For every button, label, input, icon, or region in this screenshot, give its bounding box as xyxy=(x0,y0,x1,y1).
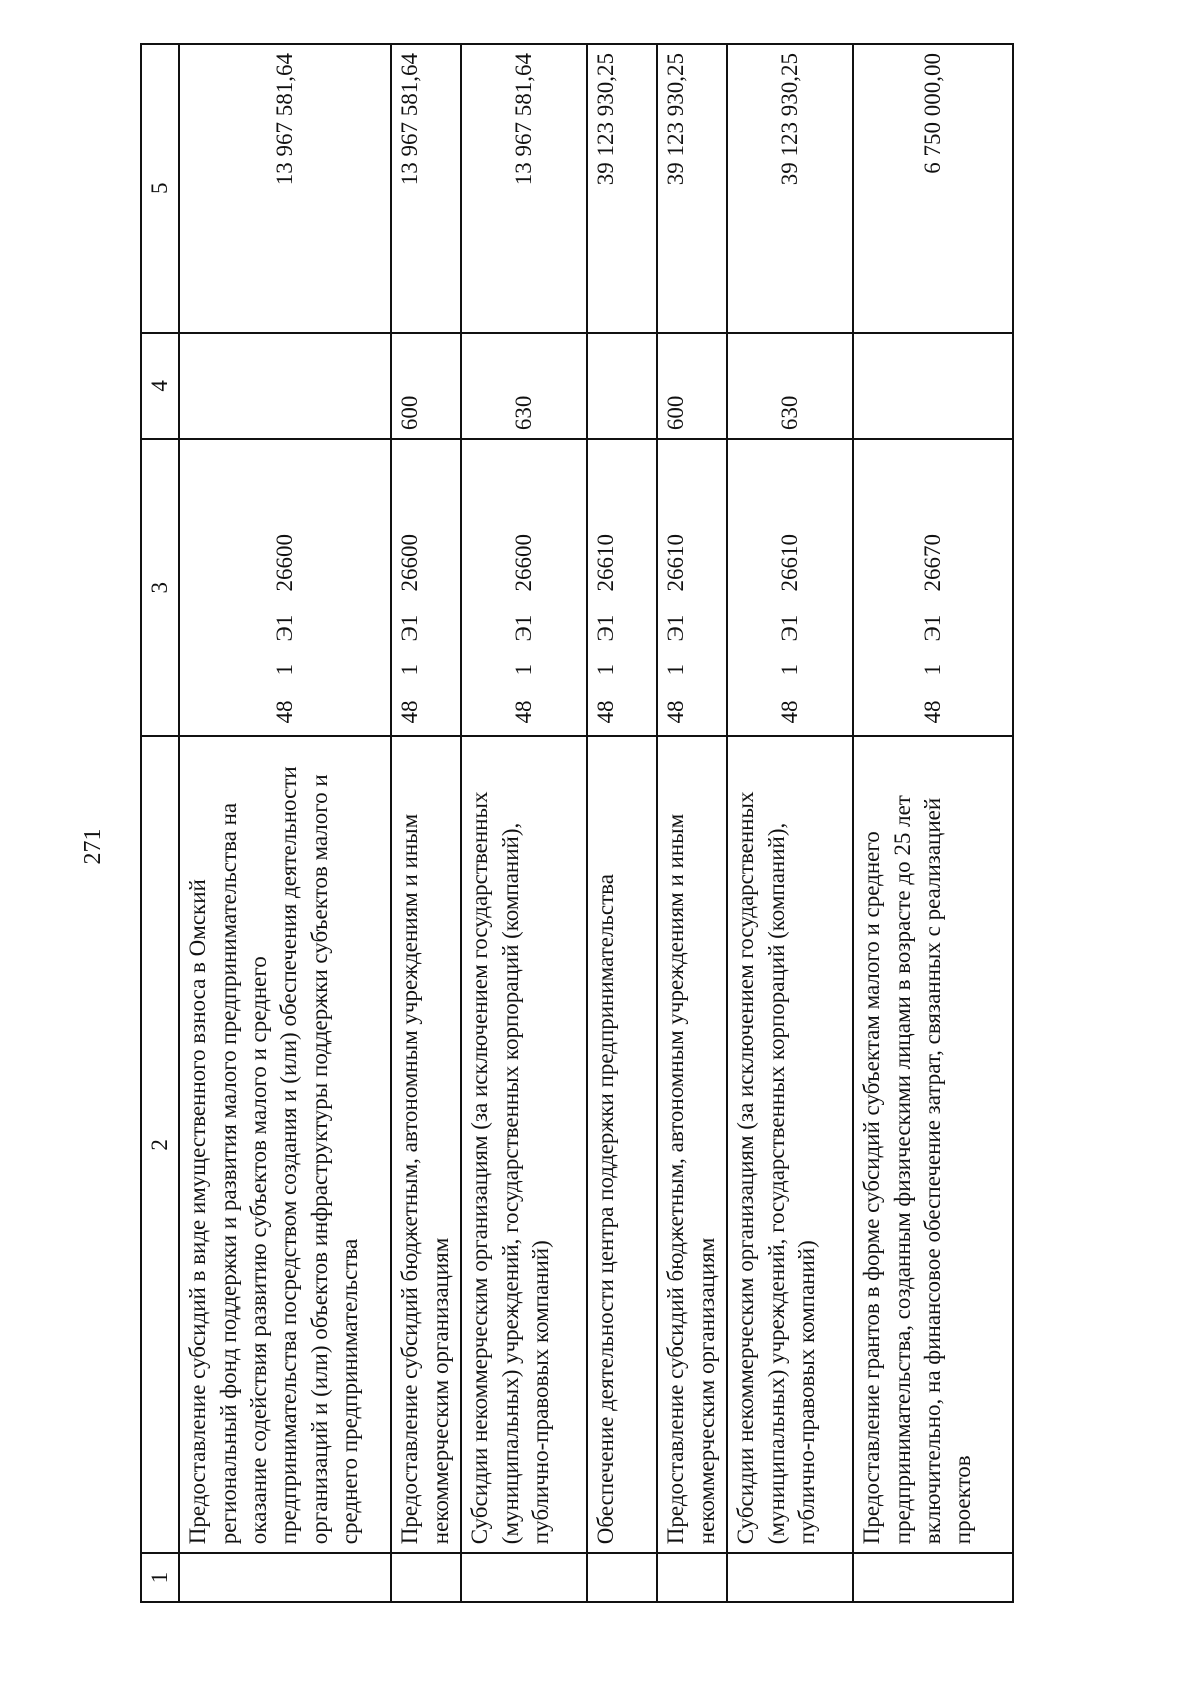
row-description: Предоставление субсидий в виде имущественного взноса в Омский региональный фонд поддержки и развития малого предпринимательства на оказание содействия развитию субъектов малого и среднего предпринимательства посредством создания и (или) обеспечения деятельности организаций и (или) объектов инфраструктуры поддержки субъектов малого и среднего предпринимательства xyxy=(179,736,391,1553)
row-description: Субсидии некоммерческим организациям (за исключением государственных (муниципальных) учреждений, государственных корпораций (компаний), публично-правовых компаний) xyxy=(461,736,587,1553)
row-index-cell xyxy=(853,1553,1013,1602)
code-part: 1 xyxy=(663,663,689,676)
row-amount: 13 967 581,64 xyxy=(179,44,391,333)
header-col-3: 3 xyxy=(141,439,179,736)
row-description: Предоставление грантов в форме субсидий субъектам малого и среднего предпринимательства, созданным физическими лицами в возрасте до 25 лет включительно, на финансовое обеспечение затрат, связанных с реализацией проектов xyxy=(853,736,1013,1553)
row-index-cell xyxy=(461,1553,587,1602)
code-part: Э1 xyxy=(397,614,423,642)
row-description: Предоставление субсидий бюджетным, автономным учреждениям и иным некоммерческим организациям xyxy=(391,736,461,1553)
table-header-row xyxy=(141,44,179,1602)
row-code-cell xyxy=(587,439,657,736)
row-expense-type: 630 xyxy=(461,333,587,440)
table-row xyxy=(657,44,727,1602)
code-part: 26610 xyxy=(593,533,619,592)
row-index-cell xyxy=(587,1553,657,1602)
table-row xyxy=(587,44,657,1602)
row-code-cell xyxy=(853,439,1013,736)
page-number: 271 xyxy=(80,828,106,865)
code-part: 1 xyxy=(397,663,423,676)
code-part: 26600 xyxy=(272,533,298,592)
code-part: 1 xyxy=(920,663,946,676)
code-part: 48 xyxy=(511,700,537,724)
row-expense-type xyxy=(587,333,657,440)
row-index-cell xyxy=(179,1553,391,1602)
code-part: 48 xyxy=(397,700,423,724)
code-part: 48 xyxy=(593,700,619,724)
code-part: Э1 xyxy=(511,614,537,642)
row-description: Обеспечение деятельности центра поддержки предпринимательства xyxy=(587,736,657,1553)
code-part: 26600 xyxy=(397,533,423,592)
code-part: Э1 xyxy=(920,614,946,642)
header-col-4: 4 xyxy=(141,333,179,440)
row-code-cell xyxy=(727,439,853,736)
row-amount: 39 123 930,25 xyxy=(727,44,853,333)
row-code-cell xyxy=(391,439,461,736)
code-part: 48 xyxy=(777,700,803,724)
code-part: 48 xyxy=(663,700,689,724)
header-col-1: 1 xyxy=(141,1553,179,1602)
row-index-cell xyxy=(727,1553,853,1602)
row-expense-type xyxy=(853,333,1013,440)
code-part: 26670 xyxy=(920,533,946,592)
table-row xyxy=(391,44,461,1602)
row-expense-type: 600 xyxy=(657,333,727,440)
row-expense-type: 600 xyxy=(391,333,461,440)
row-expense-type xyxy=(179,333,391,440)
row-index-cell xyxy=(391,1553,461,1602)
row-description: Субсидии некоммерческим организациям (за исключением государственных (муниципальных) учреждений, государственных корпораций (компаний), публично-правовых компаний) xyxy=(727,736,853,1553)
code-part: 26600 xyxy=(511,533,537,592)
code-part: Э1 xyxy=(272,614,298,642)
code-part: Э1 xyxy=(777,614,803,642)
row-amount: 13 967 581,64 xyxy=(391,44,461,333)
code-part: Э1 xyxy=(593,614,619,642)
table-row xyxy=(727,44,853,1602)
row-amount: 39 123 930,25 xyxy=(657,44,727,333)
row-amount: 39 123 930,25 xyxy=(587,44,657,333)
budget-table xyxy=(140,43,1014,1603)
row-amount: 13 967 581,64 xyxy=(461,44,587,333)
code-part: 1 xyxy=(511,663,537,676)
row-index-cell xyxy=(657,1553,727,1602)
code-part: 1 xyxy=(777,663,803,676)
row-description: Предоставление субсидий бюджетным, автономным учреждениям и иным некоммерческим организациям xyxy=(657,736,727,1553)
header-col-2: 2 xyxy=(141,736,179,1553)
code-part: 1 xyxy=(272,663,298,676)
code-part: 26610 xyxy=(663,533,689,592)
row-code-cell xyxy=(461,439,587,736)
table-row xyxy=(179,44,391,1602)
row-amount: 6 750 000,00 xyxy=(853,44,1013,333)
code-part: Э1 xyxy=(663,614,689,642)
code-part: 26610 xyxy=(777,533,803,592)
code-part: 1 xyxy=(593,663,619,676)
row-code-cell xyxy=(657,439,727,736)
code-part: 48 xyxy=(920,700,946,724)
header-col-5: 5 xyxy=(141,44,179,333)
code-part: 48 xyxy=(272,700,298,724)
table-row xyxy=(853,44,1013,1602)
row-expense-type: 630 xyxy=(727,333,853,440)
row-code-cell xyxy=(179,439,391,736)
table-row xyxy=(461,44,587,1602)
